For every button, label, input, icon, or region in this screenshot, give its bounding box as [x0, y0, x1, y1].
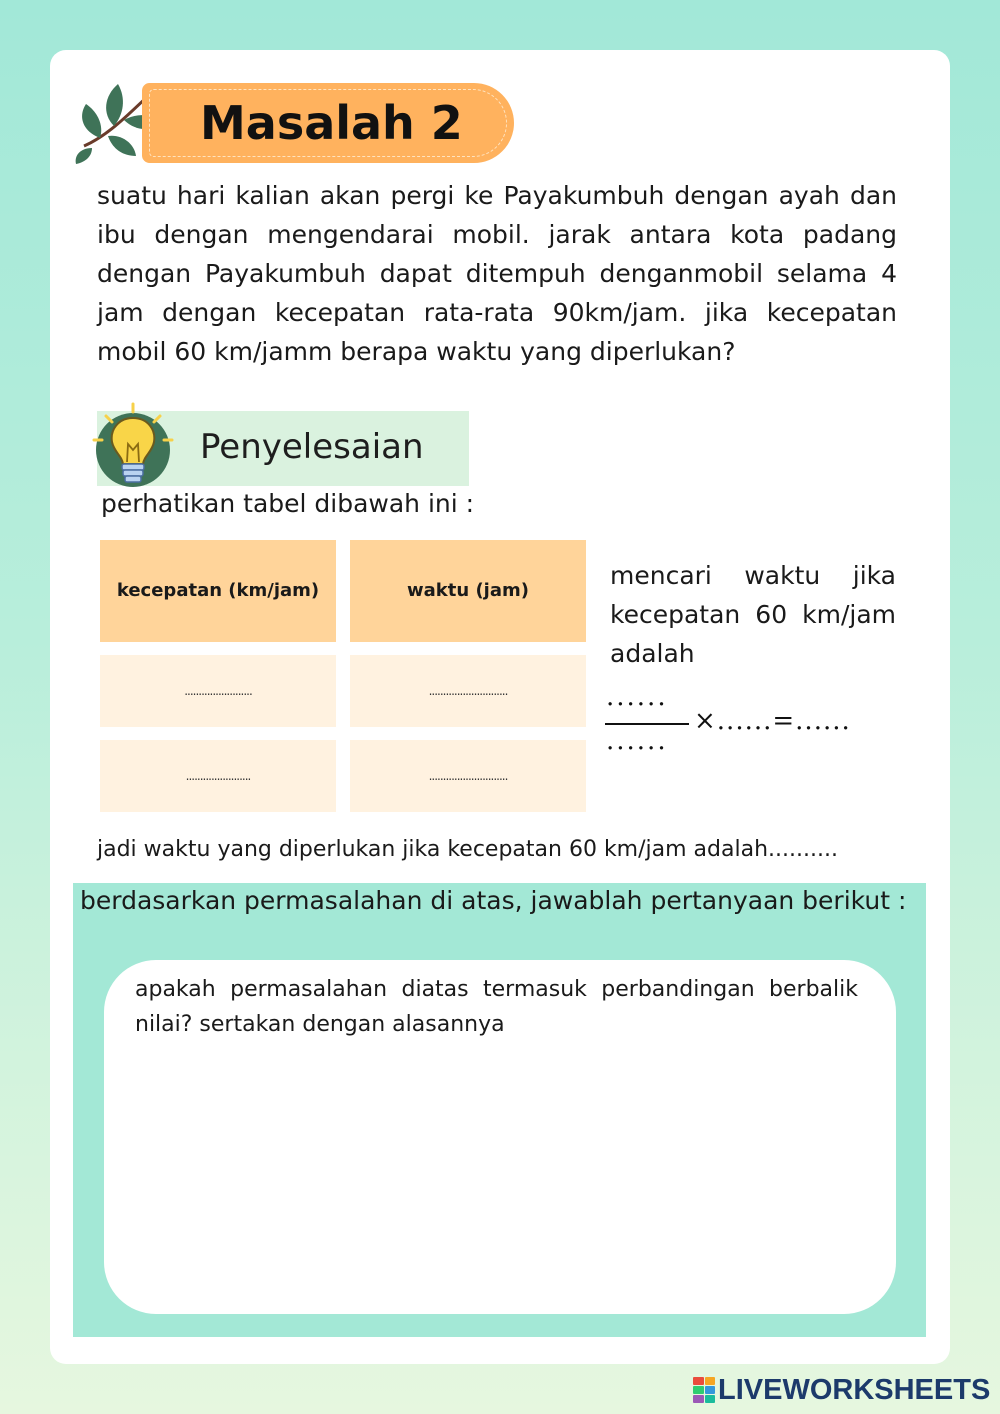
page-title: Masalah 2 [200, 96, 463, 150]
table-header-speed: kecepatan (km/jam) [100, 540, 336, 642]
logo-text: LIVEWORKSHEETS [718, 1373, 991, 1406]
table-cell-speed-2[interactable]: ....................... [100, 740, 336, 812]
formula-numerator[interactable]: ...... [606, 682, 668, 712]
question-text: apakah permasalahan diatas termasuk perbandingan berbalik nilai? sertakan dengan alasannya [135, 977, 858, 1037]
solution-title: Penyelesaian [200, 427, 424, 467]
lightbulb-icon [90, 400, 176, 490]
conclusion-text: jadi waktu yang diperlukan jika kecepatan 60 km/jam adalah.......... [97, 837, 838, 862]
problem-text: suatu hari kalian akan pergi ke Payakumbuh dengan ayah dan ibu dengan mengendarai mobil. jarak antara kota padang dengan Payakumbuh dapat ditempuh denganmobil selama 4 jam dengan kecepatan rata-rata 90km/jam. jika kecepatan mobil 60 km/jamm berapa waktu yang diperlukan? [97, 181, 897, 366]
table-header-time: waktu (jam) [350, 540, 586, 642]
logo-mark-icon [693, 1377, 715, 1403]
table-cell-speed-1[interactable]: ........................ [100, 655, 336, 727]
formula-denominator[interactable]: ...... [606, 726, 668, 756]
table-instruction: perhatikan tabel dibawah ini : [101, 489, 475, 518]
find-time-text: mencari waktu jika kecepatan 60 km/jam adalah [610, 561, 896, 668]
table-cell-time-2[interactable]: ............................ [350, 740, 586, 812]
fraction-line [605, 723, 689, 725]
table-cell-time-1[interactable]: ............................ [350, 655, 586, 727]
question-intro: berdasarkan permasalahan di atas, jawablah pertanyaan berikut : [80, 886, 907, 915]
formula [600, 682, 920, 762]
liveworksheets-logo [693, 1374, 990, 1406]
formula-multiply-equals[interactable]: ×......=...... [694, 706, 851, 736]
